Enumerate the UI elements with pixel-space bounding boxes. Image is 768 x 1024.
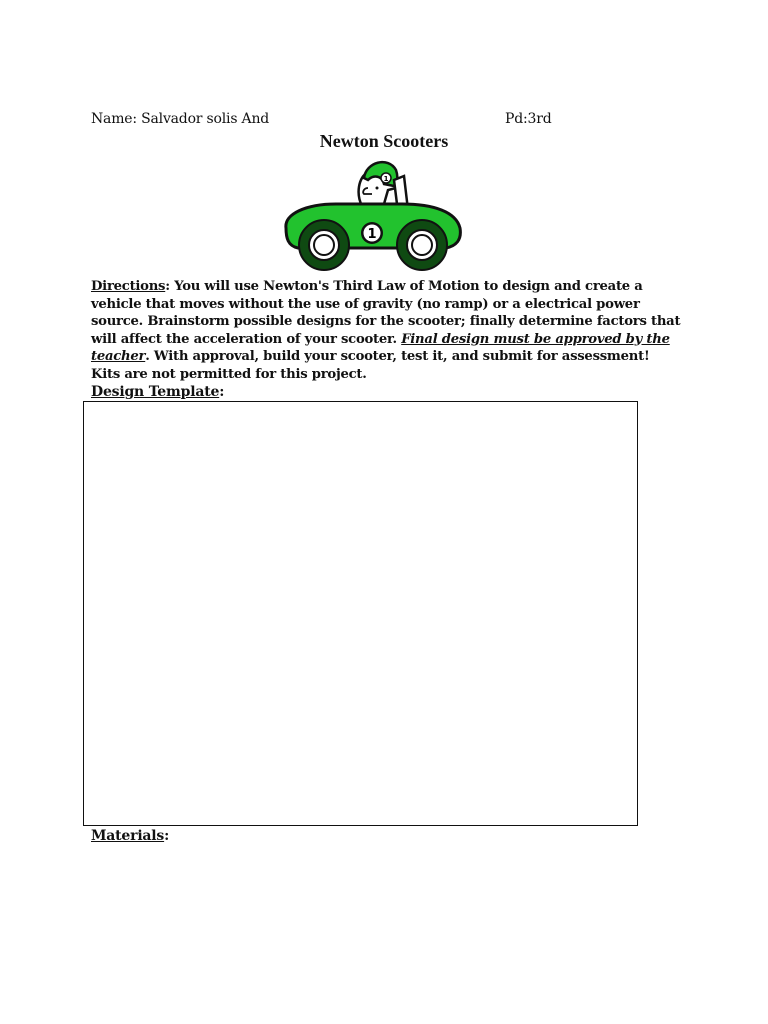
directions-label: Directions xyxy=(91,279,166,294)
front-wheel-icon xyxy=(299,220,349,270)
period-label: Pd: xyxy=(505,111,528,127)
directions-text-2: . With approval, build your scooter, test it, and submit for assessment! Kits are not permitted for this project. xyxy=(91,349,650,382)
student-name xyxy=(91,111,269,127)
design-template-label: Design Template: xyxy=(91,384,225,400)
period xyxy=(505,111,551,127)
race-car-icon xyxy=(276,154,468,276)
svg-text:1: 1 xyxy=(383,175,389,183)
name-label: Name: xyxy=(91,111,137,127)
svg-text:1: 1 xyxy=(367,227,377,242)
name-value: Salvador solis And xyxy=(141,111,270,127)
period-value: 3rd xyxy=(527,111,552,127)
directions-text-1: : You will use Newton's Third Law of Motion to design and create a vehicle that moves without the use of gravity (no ramp) or a electrical power source. Brainstorm possible designs for the scooter; finally determine factors that will affect the acceleration of your scooter. xyxy=(91,279,681,347)
design-template-box[interactable] xyxy=(83,401,638,826)
rear-wheel-icon xyxy=(397,220,447,270)
directions-paragraph xyxy=(91,278,681,383)
page-title: Newton Scooters xyxy=(319,131,449,151)
approval-note: Final design must be approved by the teacher xyxy=(91,331,670,364)
materials-label: Materials: xyxy=(91,828,170,844)
